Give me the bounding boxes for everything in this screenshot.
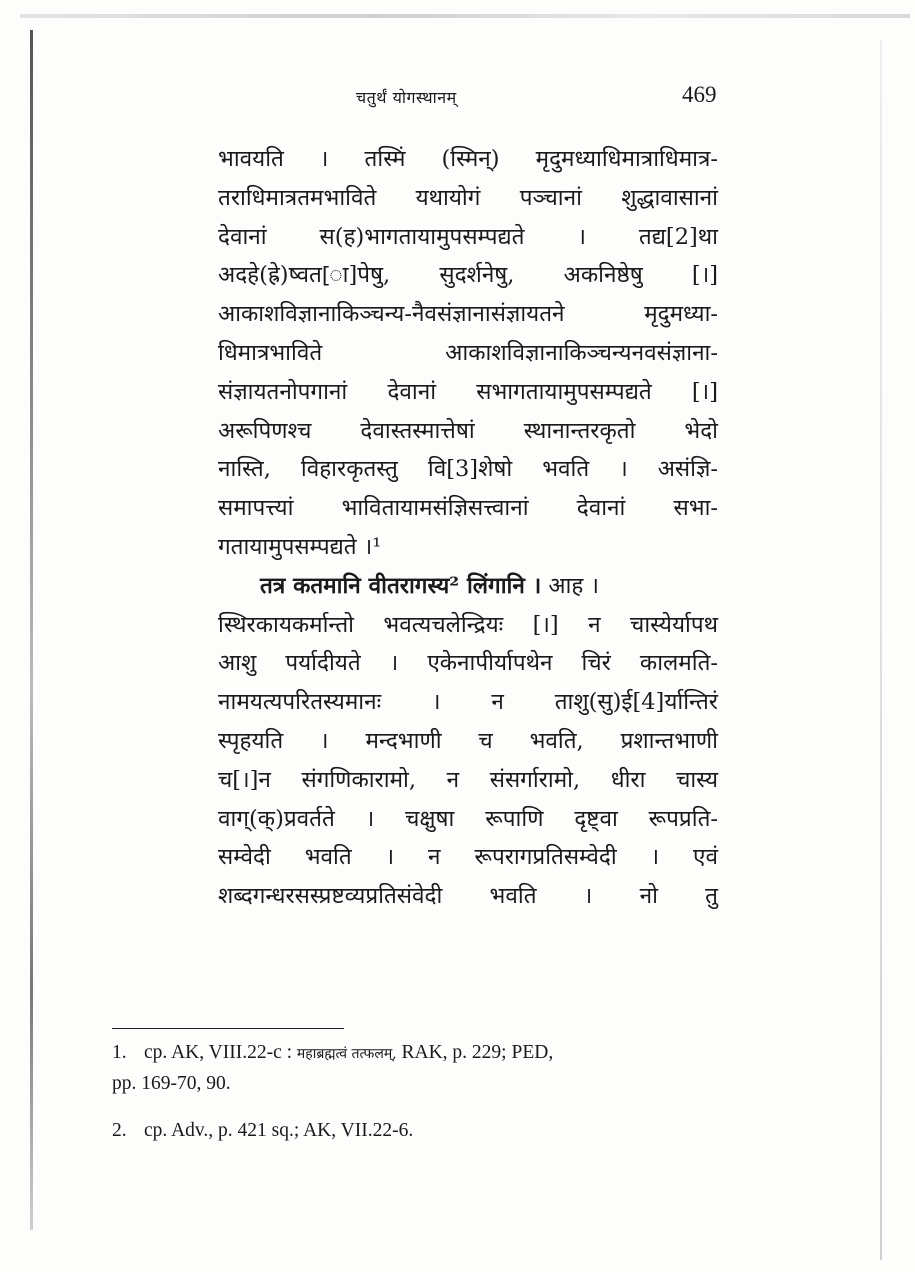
body-line-4: अदहे(ह्रे)ष्वत[ा]पेषु, सुदर्शनेषु, अकनिष्ठेषु [।] bbox=[218, 262, 718, 289]
scan-edge-top bbox=[20, 14, 910, 18]
body-line-11: गतायामुपसम्पद्यते ।¹ bbox=[218, 533, 382, 560]
body-line-2: तराधिमात्रतमभाविते यथायोगं पञ्चानां शुद्धावासानां bbox=[218, 184, 718, 211]
section-line-8: शब्दगन्धरसस्प्रष्टव्यप्रतिसंवेदी भवति । नो तु bbox=[218, 883, 718, 910]
footnotes bbox=[112, 1038, 732, 1145]
body-line-10: समापत्त्यां भावितायामसंज्ञिसत्त्वानां देवानां सभा- bbox=[218, 495, 718, 522]
footnote-number: 1. bbox=[112, 1042, 127, 1063]
footnote-text: cp. AK, VIII.22-c : bbox=[144, 1042, 297, 1063]
scan-edge-left bbox=[30, 30, 33, 1230]
section-line-1: स्थिरकायकर्मान्तो भवत्यचलेन्द्रियः [।] न चास्येर्यापथ bbox=[218, 611, 718, 638]
section-heading: तत्र कतमानि वीतरागस्य² लिंगानि । bbox=[260, 572, 542, 599]
body-text bbox=[218, 140, 718, 916]
footnote-text-post: RAK, p. 229; PED, bbox=[396, 1042, 554, 1063]
body-line-9: नास्ति, विहारकृतस्तु वि[3]शेषो भवति । असंज्ञि- bbox=[218, 456, 718, 483]
footnote-1 bbox=[112, 1038, 732, 1069]
page-number: 469 bbox=[682, 82, 717, 107]
section-line-4: स्पृहयति । मन्दभाणी च भवति, प्रशान्तभाणी bbox=[218, 727, 718, 754]
body-line-6: धिमात्रभाविते आकाशविज्ञानाकिञ्चन्यनवसंज्ञाना- bbox=[218, 339, 718, 366]
section-line-2: आशु पर्यादीयते । एकेनापीर्यापथेन चिरं कालमति- bbox=[218, 650, 718, 677]
section-heading-rest: आह । bbox=[541, 572, 599, 599]
footnote-divider bbox=[112, 1028, 344, 1029]
footnote-number: 2. bbox=[112, 1120, 127, 1141]
body-line-7: संज्ञायतनोपगानां देवानां सभागतायामुपसम्पद्यते [।] bbox=[218, 378, 718, 405]
footnote-2 bbox=[112, 1116, 732, 1145]
body-line-8: अरूपिणश्च देवास्तस्मात्तेषां स्थानान्तरकृतो भेदो bbox=[218, 417, 718, 444]
running-head: चतुर्थं योगस्थानम् bbox=[356, 88, 457, 107]
body-line-1: भावयति । तस्मिं (स्मिन्) मृदुमध्याधिमात्राधिमात्र- bbox=[218, 146, 718, 172]
section-heading-line bbox=[218, 567, 718, 606]
body-line-5: आकाशविज्ञानाकिञ्चन्य-नैवसंज्ञानासंज्ञायतने मृदुमध्या- bbox=[218, 301, 718, 328]
footnote-1-continuation: pp. 169-70, 90. bbox=[112, 1073, 231, 1094]
footnote-devanagari: महाब्रह्मत्वं तत्फलम्, bbox=[296, 1046, 397, 1062]
section-line-5: च[।]न संगणिकारामो, न संसर्गारामो, धीरा चास्य bbox=[218, 766, 718, 793]
section-line-7: सम्वेदी भवति । न रूपरागप्रतिसम्वेदी । एवं bbox=[218, 844, 718, 871]
section-line-6: वाग्(क्)प्रवर्तते । चक्षुषा रूपाणि दृष्ट्वा रूपप्रति- bbox=[218, 805, 718, 832]
footnote-text: cp. Adv., p. 421 sq.; AK, VII.22-6. bbox=[144, 1120, 414, 1141]
scan-edge-right bbox=[880, 40, 882, 1260]
body-line-3: देवानां स(ह)भागतायामुपसम्पद्यते । तद्य[2]था bbox=[218, 223, 718, 250]
section-line-3: नामयत्यपरितस्यमानः । न ताशु(सु)ई[4]र्यान्तिरं bbox=[218, 689, 718, 716]
